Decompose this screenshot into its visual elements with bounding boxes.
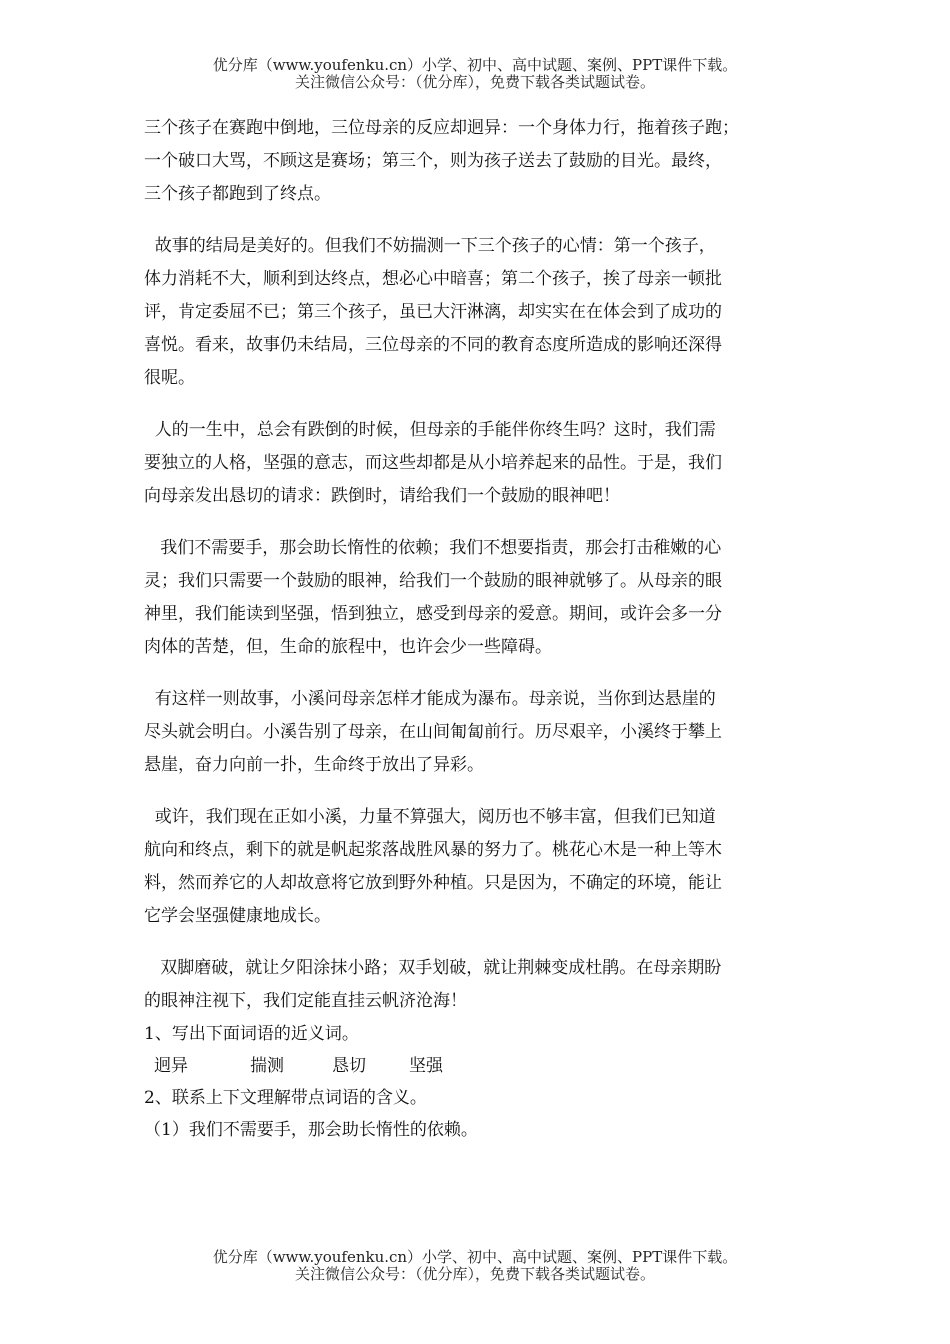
- text-line: 三个孩子在赛跑中倒地，三位母亲的反应却迥异：一个身体力行，拖着孩子跑；: [144, 118, 739, 138]
- text-line: 向母亲发出恳切的请求：跌倒时，请给我们一个鼓励的眼神吧！: [144, 486, 620, 506]
- text-line: 有这样一则故事，小溪问母亲怎样才能成为瀑布。母亲说，当你到达悬崖的: [144, 689, 716, 709]
- word-item: 恳切: [332, 1056, 366, 1076]
- text-line: 人的一生中，总会有跌倒的时候，但母亲的手能伴你终生吗？这时，我们需: [144, 420, 716, 440]
- question-1: 1、写出下面词语的近义词。: [144, 1024, 359, 1044]
- paragraph-4: [144, 532, 804, 664]
- header-line-2: 关注微信公众号：（优分库），免费下载各类试题试卷。: [294, 73, 655, 91]
- text-line: 神里，我们能读到坚强，悟到独立，感受到母亲的爱意。期间，或许会多一分: [144, 604, 722, 624]
- text-line: 它学会坚强健康地成长。: [144, 906, 331, 926]
- text-line: 体力消耗不大，顺利到达终点，想必心中暗喜；第二个孩子，挨了母亲一顿批: [144, 269, 722, 289]
- paragraph-2: [144, 230, 804, 395]
- text-line: 故事的结局是美好的。但我们不妨揣测一下三个孩子的心情：第一个孩子，: [144, 236, 716, 256]
- paragraph-5: [144, 683, 804, 782]
- word-item: 揣测: [250, 1056, 284, 1076]
- text-line: 双脚磨破，就让夕阳涂抹小路；双手划破，就让荆棘变成杜鹃。在母亲期盼: [144, 958, 722, 978]
- paragraph-7: [144, 952, 804, 1018]
- text-line: 我们不需要手，那会助长惰性的依赖；我们不想要指责，那会打击稚嫩的心: [144, 538, 722, 558]
- questions-section: [144, 1018, 804, 1146]
- text-line: 评，肯定委屈不已；第三个孩子，虽已大汗淋漓，却实实在在体会到了成功的: [144, 302, 722, 322]
- question-2-item-1: （1）我们不需要手，那会助长惰性的依赖。: [144, 1120, 478, 1140]
- footer-line-2: 关注微信公众号：（优分库），免费下载各类试题试卷。: [294, 1265, 655, 1283]
- text-line: 航向和终点，剩下的就是帆起浆落战胜风暴的努力了。桃花心木是一种上等木: [144, 840, 722, 860]
- page-footer: [0, 1249, 950, 1283]
- question-2: 2、联系上下文理解带点词语的含义。: [144, 1088, 427, 1108]
- text-line: 悬崖，奋力向前一扑，生命终于放出了异彩。: [144, 755, 484, 775]
- text-line: 三个孩子都跑到了终点。: [144, 184, 331, 204]
- footer-line-1: 优分库（www.youfenku.cn）小学、初中、高中试题、案例、PPT课件下载。: [212, 1248, 738, 1266]
- text-line: 要独立的人格，坚强的意志，而这些却都是从小培养起来的品性。于是，我们: [144, 453, 722, 473]
- header-line-1: 优分库（www.youfenku.cn）小学、初中、高中试题、案例、PPT课件下载。: [212, 56, 738, 74]
- text-line: 肉体的苦楚，但，生命的旅程中，也许会少一些障碍。: [144, 637, 552, 657]
- text-line: 的眼神注视下，我们定能直挂云帆济沧海！: [144, 991, 467, 1011]
- text-line: 一个破口大骂，不顾这是赛场；第三个，则为孩子送去了鼓励的目光。最终，: [144, 151, 722, 171]
- paragraph-3: [144, 414, 804, 513]
- page-header: [0, 57, 950, 91]
- article-body: [144, 112, 804, 1146]
- text-line: 或许，我们现在正如小溪，力量不算强大，阅历也不够丰富，但我们已知道: [144, 807, 716, 827]
- paragraph-6: [144, 801, 804, 933]
- text-line: 灵；我们只需要一个鼓励的眼神，给我们一个鼓励的眼神就够了。从母亲的眼: [144, 571, 722, 591]
- text-line: 尽头就会明白。小溪告别了母亲，在山间匍匐前行。历尽艰辛，小溪终于攀上: [144, 722, 722, 742]
- text-line: 很呢。: [144, 368, 195, 388]
- vocabulary-words: [144, 1050, 804, 1082]
- word-item: 坚强: [409, 1056, 443, 1076]
- paragraph-1: [144, 112, 804, 211]
- word-item: 迥异: [154, 1056, 188, 1076]
- text-line: 料，然而养它的人却故意将它放到野外种植。只是因为，不确定的环境，能让: [144, 873, 722, 893]
- text-line: 喜悦。看来，故事仍未结局，三位母亲的不同的教育态度所造成的影响还深得: [144, 335, 722, 355]
